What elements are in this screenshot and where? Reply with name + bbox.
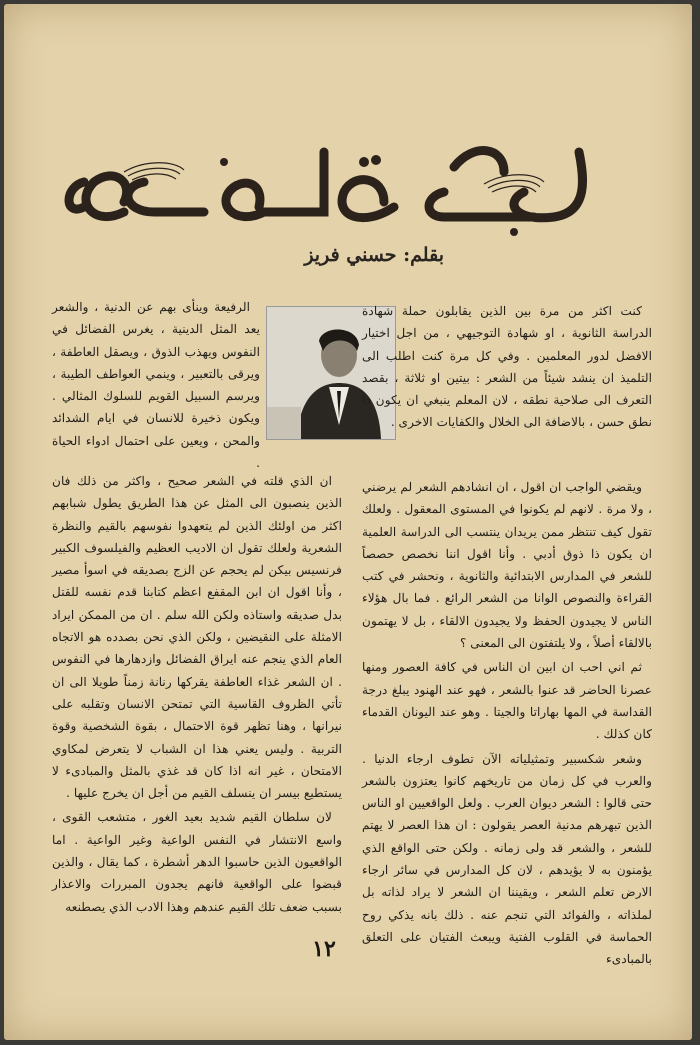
paragraph: ثم اني احب ان ابين ان الناس في كافة العصور ومنها عصرنا الحاضر قد عنوا بالشعر ، فهو عند الهنود يبلغ درجة القداسة في المها بهاراتا والجيتا . وهو عند اليونان القدماء كان كذلك . [362, 660, 652, 742]
page-number: ١٢ [312, 936, 336, 962]
paragraph: لان سلطان القيم شديد بعيد الغور ، متشعب القوى ، واسع الانتشار في النفس الواعية وغير الواعية . اما الواقعيون الذين حاسبوا الدهر أشطرة ، كما يقال ، والذين قبضوا على الواقعية فانهم يجدون المبررات والاعذار بسبب ضعف تلك القيم عندهم وهذا الادب الذي يصطنعه [52, 810, 342, 914]
right-column [362, 476, 652, 973]
paragraph: ان الذي قلته في الشعر صحيح ، واكثر من ذلك فان الذين ينصبون الى المثل عن هذا الطريق يطول شبابهم اكثر من اولئك الذين لم يتعهدوا نفوسهم بالقيم والنظرة الشعرية ولعلك تقول ان الاديب العظيم والفيلسوف الكبير فرنسيس بيكن لم يحجم عن الزج بصديقه في اسوأ مصير ، وأنا اقول ان ابن المقفع اعظم كتابنا قدم نفسه للقتل بدل صديقه واستاذه ولكن الله سلم . ان من الممكن ايراد الامثلة على النقيضين ، ولكن الذي نحن بصدده هو الاتجاه العام الذي ينجم عنه ايراق الفضائل وازدهارها في النفوس . ان الشعر غذاء العاطفة يقركها رنانة زمناً طويلا الى ان تأتي الظروف القاسية التي تمتحن الانسان وتقلبه على نيرانها ، وهنا تظهر قوة الاحتمال ، بقوة الشخصية وقوة التربية . وليس يعني هذا ان الشباب لا يتعرض لمكاوي الامتحان ، غير انه اذا كان قد غذي بالمثل والمبادىء لا يستطيع بيسر ان ينسلف القيم من أجل ان يخرج عليها . [52, 474, 342, 801]
paragraph: الرفيعة وينأى بهم عن الدنية ، والشعر يعد المثل الدينية ، يغرس الفضائل في النفوس ويهذب الذوق ، ويصقل العاطفة ، ويرقى بالتعبير ، وينمي العواطف الطيبة ، ويرسم السبيل القويم للسلوك المثالي . ويكون ذخيرة للانسان في ايام الشدائد والمحن ، ويعين على احتمال ادواء الحياة . [52, 300, 260, 471]
left-column-top [52, 296, 260, 476]
left-column [52, 470, 342, 920]
magazine-page [4, 4, 692, 1040]
title-calligraphy [64, 132, 604, 242]
right-column-top [362, 300, 652, 436]
paragraph: ويقضي الواجب ان اقول ، ان انشادهم الشعر لم يرضني ، ولا مرة . لانهم لم يكونوا في المستوى المعقول . ولعلك تقول كيف تنتظر ممن يريدان ينتسب الى الدراسة العلمية ان يكون ذا ذوق أدبي . وأنا اقول اننا نخصص حصصاً للشعر في المدارس الابتدائية والثانوية ، ونحشر في كتب القراءة والنصوص الوانا من الشعر الرائع . فما بال هؤلاء الناس لا يجيدون الحفظ ولا يجيدون الالقاء ، بل لا يهتمون بالالقاء أصلاً ، ولا يلتفتون الى المعنى ؟ [362, 480, 652, 651]
article-byline: بقلم: حسني فريز [304, 244, 444, 266]
paragraph: وشعر شكسبير وتمثيلياته الآن تطوف ارجاء الدنيا . والعرب في كل زمان من تاريخهم كانوا يعتزون بالشعر حتى قالوا : الشعر ديوان العرب . ولعل الواقعيين او الناس الذين تبهرهم مدنية العصر يقولون : ان هذا العصر لا يهتم للشعر ، والشعر قد ولى زمانه . ولكن حتى الواقع الذي يؤمنون به لا يؤيدهم ، لان كل المدارس في سائر ارجاء الارض تعلم الشعر ، ويقيننا ان الشعر لا يراد لذاته بل لملذاته ، والفوائد التي تنجم عنه . ذلك بانه يذكي روح الحماسة في القلوب الفتية ويبعث الفتيان على التعلق بالمبادىء [362, 751, 652, 967]
paragraph: كنت اكثر من مرة بين الذين يقابلون حملة شهادة الدراسة الثانوية ، او شهادة التوجيهي ، من اجل اختيار الافضل لدور المعلمين . وفي كل مرة كنت اطلب الى التلميذ ان ينشد شيئاً من الشعر : بيتين او ثلاثة ، بقصد التعرف الى صلاحية نطقه ، لان المعلم ينبغي ان يكون ذا نطق حسن ، بالاضافة الى الخلال والكفايات الاخرى . [362, 304, 652, 430]
article-title-graphic [64, 132, 604, 242]
